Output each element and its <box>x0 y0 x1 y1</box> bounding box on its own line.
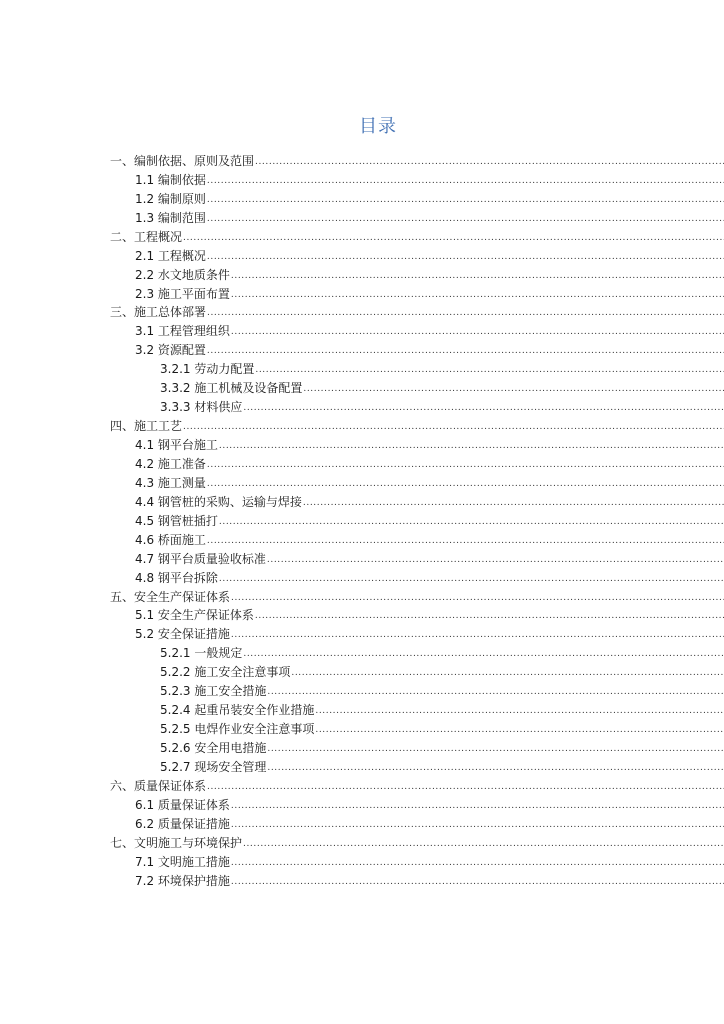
toc-entry-text: 7.2 环境保护措施 <box>135 873 230 888</box>
toc-entry-text: 3.3.3 材料供应 <box>160 400 243 415</box>
toc-leader-dots <box>243 837 724 851</box>
toc-entry[interactable] <box>0 169 724 188</box>
toc-leader-dots <box>231 591 724 605</box>
toc-entry[interactable] <box>0 283 724 302</box>
toc-entry[interactable] <box>0 188 724 207</box>
toc-entry-text: 5.2.2 施工安全注意事项 <box>160 665 291 680</box>
toc-entry[interactable] <box>0 794 724 813</box>
toc-leader-dots <box>231 875 724 889</box>
toc-entry-text: 1.2 编制原则 <box>135 191 206 206</box>
toc-entry[interactable] <box>0 434 724 453</box>
toc-entry-text: 3.3.2 施工机械及设备配置 <box>160 381 303 396</box>
toc-entry-text: 三、施工总体部署 <box>110 305 207 320</box>
toc-entry-text: 1.1 编制依据 <box>135 172 206 187</box>
toc-leader-dots <box>231 799 724 813</box>
toc-entry[interactable] <box>0 586 724 605</box>
toc-entry-text: 二、工程概况 <box>110 229 183 244</box>
toc-entry-text: 七、文明施工与环境保护 <box>110 835 243 850</box>
toc-entry-text: 5.1 安全生产保证体系 <box>135 608 254 623</box>
toc-leader-dots <box>243 647 724 661</box>
toc-entry-text: 5.2.7 现场安全管理 <box>160 759 267 774</box>
toc-entry[interactable] <box>0 396 724 415</box>
toc-leader-dots <box>255 609 724 623</box>
toc-entry-text: 5.2.1 一般规定 <box>160 646 243 661</box>
toc-leader-dots <box>255 363 724 377</box>
toc-leader-dots <box>183 231 724 245</box>
toc-entry-text: 4.7 钢平台质量验收标准 <box>135 551 266 566</box>
toc-entry[interactable] <box>0 718 724 737</box>
toc-entry-text: 4.8 钢平台拆除 <box>135 570 218 585</box>
toc-entry-text: 4.4 钢管桩的采购、运输与焊接 <box>135 494 302 509</box>
toc-entry[interactable] <box>0 832 724 851</box>
toc-entry-text: 4.6 桥面施工 <box>135 532 206 547</box>
toc-leader-dots <box>255 155 724 169</box>
toc-entry-text: 7.1 文明施工措施 <box>135 854 230 869</box>
toc-leader-dots <box>231 325 724 339</box>
toc-entry-text: 5.2.6 安全用电措施 <box>160 741 267 755</box>
toc-entry-text: 3.1 工程管理组织 <box>135 324 230 339</box>
toc-entry[interactable] <box>0 320 724 339</box>
toc-leader-dots <box>231 288 724 302</box>
toc-entry[interactable] <box>0 302 724 321</box>
toc-entry-text: 6.1 质量保证体系 <box>135 797 230 812</box>
toc-leader-dots <box>219 439 724 453</box>
toc-entry-text: 2.3 施工平面布置 <box>135 286 230 301</box>
toc-leader-dots <box>267 685 724 699</box>
toc-leader-dots <box>231 818 724 832</box>
toc-entry[interactable] <box>0 226 724 245</box>
toc-entry[interactable] <box>0 207 724 226</box>
toc-entry[interactable] <box>0 680 724 699</box>
toc-entry[interactable] <box>0 813 724 832</box>
toc-entry-text: 5.2 安全保证措施 <box>135 627 230 642</box>
toc-leader-dots <box>207 193 724 207</box>
toc-entry[interactable] <box>0 623 724 642</box>
toc-leader-dots <box>207 344 724 358</box>
toc-leader-dots <box>231 628 724 642</box>
toc-entry-text: 3.2.1 劳动力配置 <box>160 362 255 377</box>
toc-list <box>0 150 724 889</box>
toc-entry[interactable] <box>0 737 724 756</box>
toc-entry[interactable] <box>0 150 724 169</box>
toc-title: 目录 <box>359 116 397 137</box>
toc-leader-dots <box>303 382 724 396</box>
toc-entry[interactable] <box>0 699 724 718</box>
toc-leader-dots <box>207 477 724 491</box>
toc-leader-dots <box>315 723 724 737</box>
toc-entry[interactable] <box>0 567 724 586</box>
toc-entry-text: 3.2 资源配置 <box>135 343 206 358</box>
toc-leader-dots <box>219 515 724 529</box>
toc-entry-text: 2.1 工程概况 <box>135 248 206 263</box>
toc-leader-dots <box>303 496 724 510</box>
toc-leader-dots <box>207 306 724 320</box>
toc-leader-dots <box>231 856 724 870</box>
toc-leader-dots <box>267 553 724 567</box>
toc-entry-text: 4.5 钢管桩插打 <box>135 513 218 528</box>
toc-entry-text: 一、编制依据、原则及范围 <box>110 153 255 168</box>
toc-leader-dots <box>267 742 724 756</box>
toc-entry[interactable] <box>0 358 724 377</box>
toc-entry-text: 5.2.5 电焊作业安全注意事项 <box>160 722 315 737</box>
toc-leader-dots <box>207 174 724 188</box>
toc-leader-dots <box>291 666 724 680</box>
toc-leader-dots <box>207 458 724 472</box>
toc-entry-text: 六、质量保证体系 <box>110 778 207 793</box>
toc-entry[interactable] <box>0 548 724 567</box>
toc-entry-text: 1.3 编制范围 <box>135 210 206 225</box>
toc-entry[interactable] <box>0 453 724 472</box>
toc-leader-dots <box>207 780 724 794</box>
toc-entry[interactable] <box>0 245 724 264</box>
toc-entry-text: 2.2 水文地质条件 <box>135 267 230 282</box>
toc-leader-dots <box>219 572 724 586</box>
toc-entry[interactable] <box>0 339 724 358</box>
toc-entry[interactable] <box>0 264 724 283</box>
toc-leader-dots <box>207 534 724 548</box>
toc-leader-dots <box>207 212 724 226</box>
toc-entry[interactable] <box>0 605 724 624</box>
toc-entry-text: 6.2 质量保证措施 <box>135 816 230 831</box>
toc-leader-dots <box>243 401 724 415</box>
toc-leader-dots <box>267 761 724 775</box>
toc-entry[interactable] <box>0 661 724 680</box>
toc-entry[interactable] <box>0 775 724 794</box>
toc-leader-dots <box>315 704 724 718</box>
toc-entry-text: 4.1 钢平台施工 <box>135 438 218 452</box>
toc-leader-dots <box>231 269 724 283</box>
toc-entry-text: 5.2.4 起重吊装安全作业措施 <box>160 703 315 718</box>
toc-leader-dots <box>183 420 724 434</box>
toc-entry[interactable] <box>0 642 724 661</box>
toc-entry-text: 4.3 施工测量 <box>135 475 206 490</box>
toc-entry[interactable] <box>0 756 724 775</box>
toc-entry[interactable] <box>0 415 724 434</box>
toc-entry[interactable] <box>0 851 724 870</box>
toc-entry-text: 5.2.3 施工安全措施 <box>160 684 267 699</box>
toc-leader-dots <box>207 250 724 264</box>
toc-entry[interactable] <box>0 491 724 510</box>
toc-entry[interactable] <box>0 510 724 529</box>
toc-entry[interactable] <box>0 870 724 889</box>
toc-entry-text: 五、安全生产保证体系 <box>110 589 231 604</box>
toc-entry-text: 4.2 施工准备 <box>135 456 206 471</box>
toc-entry-text: 四、施工工艺 <box>110 419 183 434</box>
toc-entry[interactable] <box>0 377 724 396</box>
toc-entry[interactable] <box>0 529 724 548</box>
toc-entry[interactable] <box>0 472 724 491</box>
